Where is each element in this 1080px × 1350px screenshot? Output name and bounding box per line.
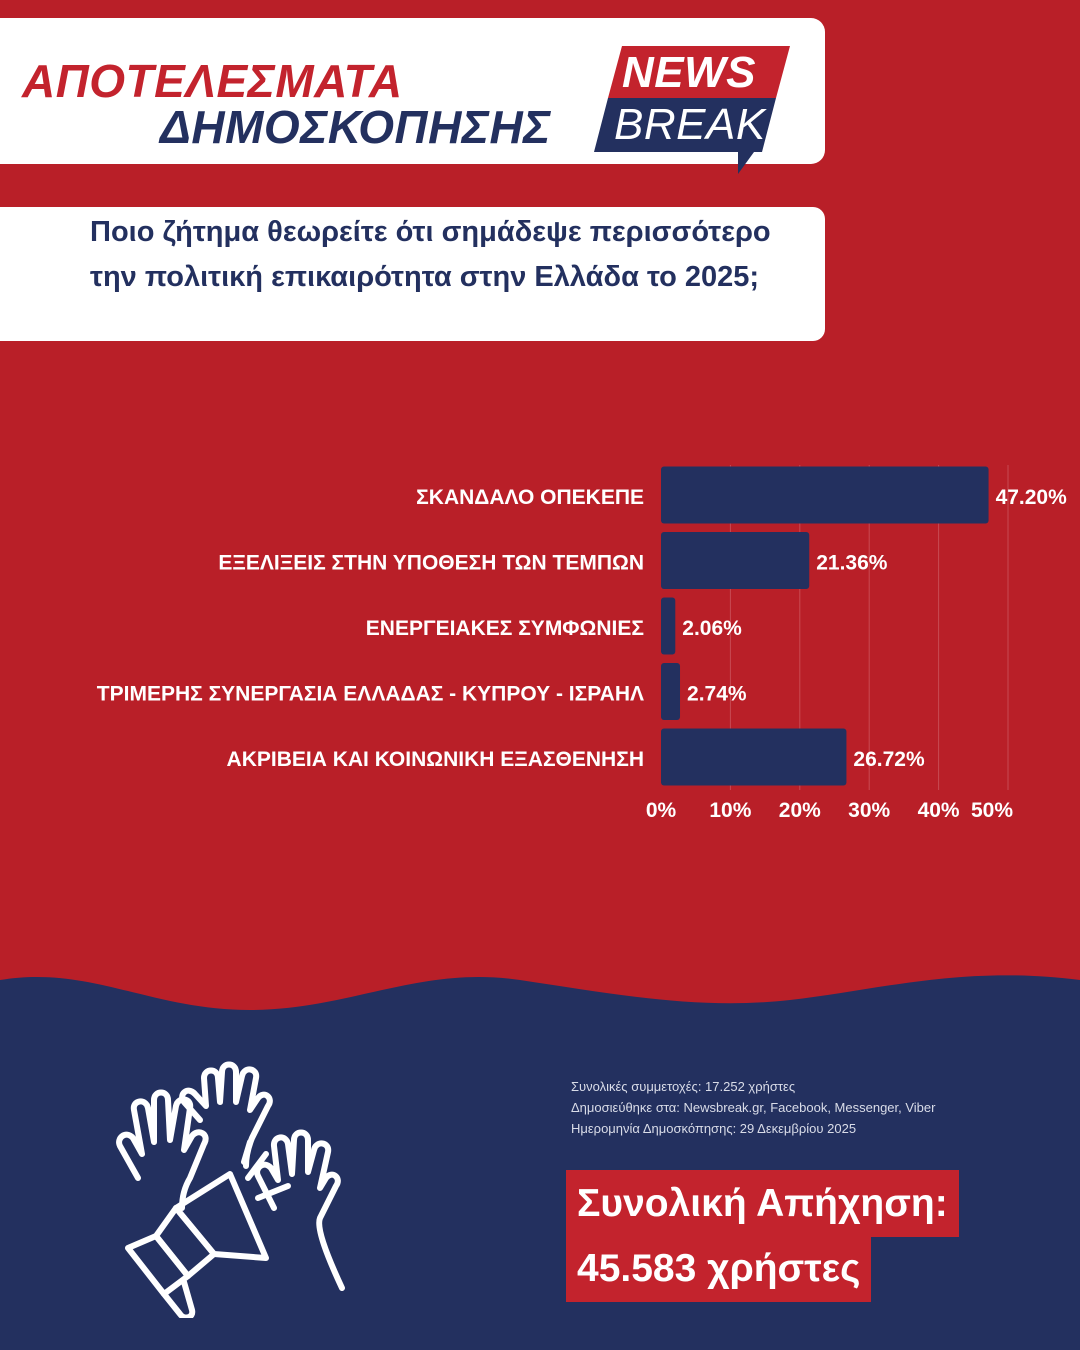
total-reach-value: 45.583 χρήστες <box>566 1235 871 1302</box>
poll-date-text: Ημερομηνία Δημοσκόπησης: 29 Δεκεμβρίου 2025 <box>571 1121 857 1136</box>
category-label-4: ΑΚΡΙΒΕΙΑ ΚΑΙ ΚΟΙΝΩΝΙΚΗ ΕΞΑΣΘΕΝΗΣΗ <box>226 748 644 771</box>
bar-1 <box>661 532 809 589</box>
poll-question: Ποιο ζήτημα θεωρείτε ότι σημάδεψε περισσότερο την πολιτική επικαιρότητα στην Ελλάδα το 2025; <box>90 216 771 293</box>
value-label-2: 2.06% <box>682 617 742 640</box>
category-label-1: ΕΞΕΛΙΞΕΙΣ ΣΤΗΝ ΥΠΟΘΕΣΗ ΤΩΝ ΤΕΜΠΩΝ <box>218 551 644 575</box>
published-on-text: Δημοσιεύθηκε στα: Newsbreak.gr, Facebook, Messenger, Viber <box>571 1100 936 1115</box>
category-label-0: ΣΚΑΝΔΑΛΟ ΟΠΕΚΕΠΕ <box>416 486 644 509</box>
x-tick-label-0: 0% <box>645 799 677 822</box>
x-tick-label-5: 50% <box>970 799 1014 822</box>
total-participants-text: Συνολικές συμμετοχές: 17.252 χρήστες <box>571 1079 796 1094</box>
bar-4 <box>661 729 846 786</box>
bar-3 <box>661 663 680 720</box>
x-tick-label-3: 30% <box>848 799 891 822</box>
category-label-2: ΕΝΕΡΓΕΙΑΚΕΣ ΣΥΜΦΩΝΙΕΣ <box>365 617 644 640</box>
category-label-3: ΤΡΙΜΕΡΗΣ ΣΥΝΕΡΓΑΣΙΑ ΕΛΛΑΔΑΣ - ΚΥΠΡΟΥ - ΙΣΡΑΗΛ <box>96 682 644 706</box>
x-tick-label-2: 20% <box>778 799 821 822</box>
value-label-4: 26.72% <box>853 748 925 771</box>
logo-break-text: BREAK <box>614 100 766 149</box>
total-reach-label: Συνολική Απήχηση: <box>566 1170 959 1237</box>
title-line-1: ΑΠΟΤΕΛΕΣΜΑΤΑ <box>22 55 403 107</box>
bar-2 <box>661 598 675 655</box>
x-tick-label-1: 10% <box>709 799 752 822</box>
raised-hands-megaphone-icon <box>98 1058 358 1318</box>
value-label-1: 21.36% <box>816 551 888 575</box>
title-line-2: ΔΗΜΟΣΚΟΠΗΣΗΣ <box>160 101 551 153</box>
value-label-0: 47.20% <box>995 486 1067 509</box>
bar-0 <box>661 467 989 524</box>
value-label-3: 2.74% <box>687 682 747 706</box>
poll-footer-info <box>571 1076 935 1139</box>
logo-news-text: NEWS <box>622 48 756 97</box>
x-tick-label-4: 40% <box>917 799 960 822</box>
